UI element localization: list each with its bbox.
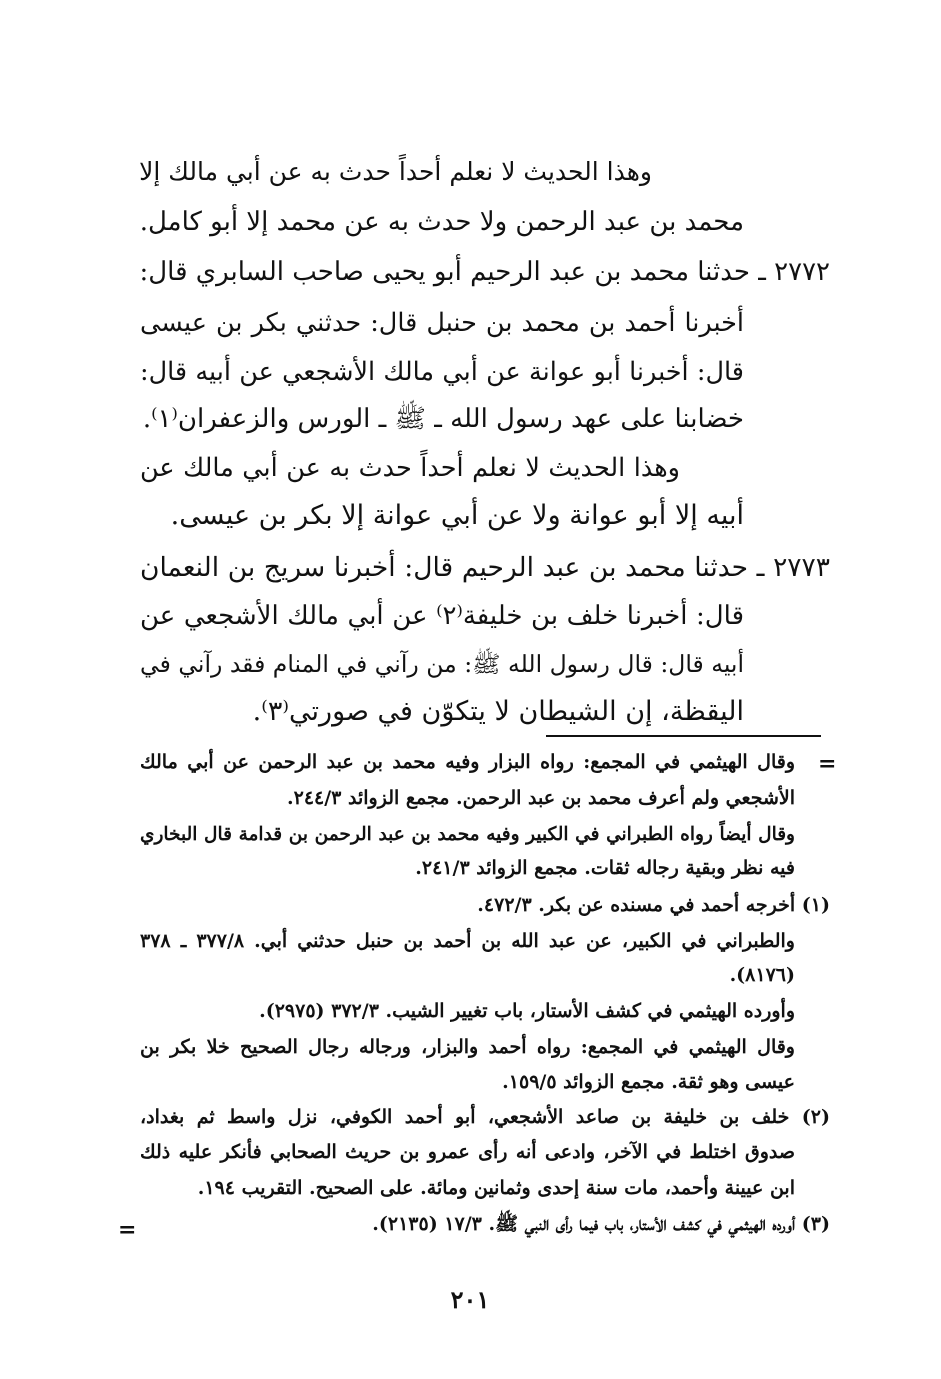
footnote-line: ابن عيينة وأحمد، مات سنة إحدى وثمانين ومائة. على الصحيح. التقريب ١٩٤. <box>197 1177 795 1199</box>
main-line: خضابنا على عهد رسول الله ـ ﷺ ـ الورس والزعفران⁽١⁾. <box>142 404 744 434</box>
main-line: قال: أخبرنا خلف بن خليفة⁽٢⁾ عن أبي مالك الأشجعي عن <box>140 601 744 631</box>
main-line: أبيه إلا أبو عوانة ولا عن أبي عوانة إلا بكر بن عيسى. <box>170 500 744 531</box>
footnote-line: وقال الهيثمي في المجمع: رواه البزار وفيه محمد بن عبد الرحمن عن أبي مالك <box>140 751 795 773</box>
main-line: قال: أخبرنا أبو عوانة عن أبي مالك الأشجعي عن أبيه قال: <box>140 357 744 387</box>
footnote-line: وقال الهيثمي في المجمع: رواه أحمد والبزار، ورجاله رجال الصحيح خلا بكر بن <box>140 1036 795 1058</box>
main-line: اليقظة، إن الشيطان لا يتكوّن في صورتي⁽٣⁾. <box>252 696 744 727</box>
footnote-line: فيه نظر وبقية رجاله ثقات. مجمع الزوائد ٢٤١/٣. <box>415 857 795 879</box>
footnote-3: (٣) أورده الهيثمي في كشف الأستار، باب فيما رأى النبي ﷺ. ١٧/٣ (٢١٣٥). <box>372 1213 830 1235</box>
main-line: أبيه قال: قال رسول الله ﷺ: من رآني في المنام فقد رآني في <box>140 650 744 678</box>
footnote-1: (١) أخرجه أحمد في مسنده عن بكر. ٤٧٢/٣. <box>477 894 830 916</box>
footnote-line: الأشجعي ولم أعرف محمد بن عبد الرحمن. مجمع الزوائد ٢٤٤/٣. <box>287 787 795 809</box>
footnote-line: والطبراني في الكبير، عن عبد الله بن أحمد بن حنبل حدثني أبي. ٣٧٧/٨ ـ ٣٧٨ <box>140 930 795 952</box>
main-line: محمد بن عبد الرحمن ولا حدث به عن محمد إلا أبو كامل. <box>139 207 744 237</box>
main-line: وهذا الحديث لا نعلم أحداً حدث به عن أبي مالك عن <box>140 453 680 483</box>
footnote-2: (٢) خلف بن خليفة بن صاعد الأشجعي، أبو أحمد الكوفي، نزل واسط ثم بغداد، <box>140 1106 830 1128</box>
continuation-mark-bottom: = <box>118 1217 137 1243</box>
main-line: وهذا الحديث لا نعلم أحداً حدث به عن أبي مالك إلا <box>139 157 652 186</box>
footnote-line: (٨١٧٦). <box>729 964 795 986</box>
footnote-line: عيسى وهو ثقة. مجمع الزوائد ١٥٩/٥. <box>502 1071 795 1093</box>
footnote-separator <box>546 735 821 737</box>
hadith-2772-line: ٢٧٧٢ ـ حدثنا محمد بن عبد الرحيم أبو يحيى صاحب السابري قال: <box>139 257 830 287</box>
footnote-line: صدوق اختلط في الآخر، وادعى أنه رأى عمرو بن حريث الصحابي فأنكر عليه ذلك <box>140 1141 795 1163</box>
main-line: أخبرنا أحمد بن محمد بن حنبل قال: حدثني بكر بن عيسى <box>140 308 744 338</box>
footnote-line: وأورده الهيثمي في كشف الأستار، باب تغيير الشيب. ٣٧٢/٣ (٢٩٧٥). <box>259 1000 795 1022</box>
page-number: ٢٠١ <box>450 1285 490 1314</box>
continuation-mark-top: = <box>818 751 837 777</box>
hadith-2773-line: ٢٧٧٣ ـ حدثنا محمد بن عبد الرحيم قال: أخبرنا سريج بن النعمان <box>140 552 830 583</box>
footnote-line: وقال أيضاً رواه الطبراني في الكبير وفيه محمد بن عبد الرحمن بن قدامة قال البخاري <box>140 824 795 845</box>
